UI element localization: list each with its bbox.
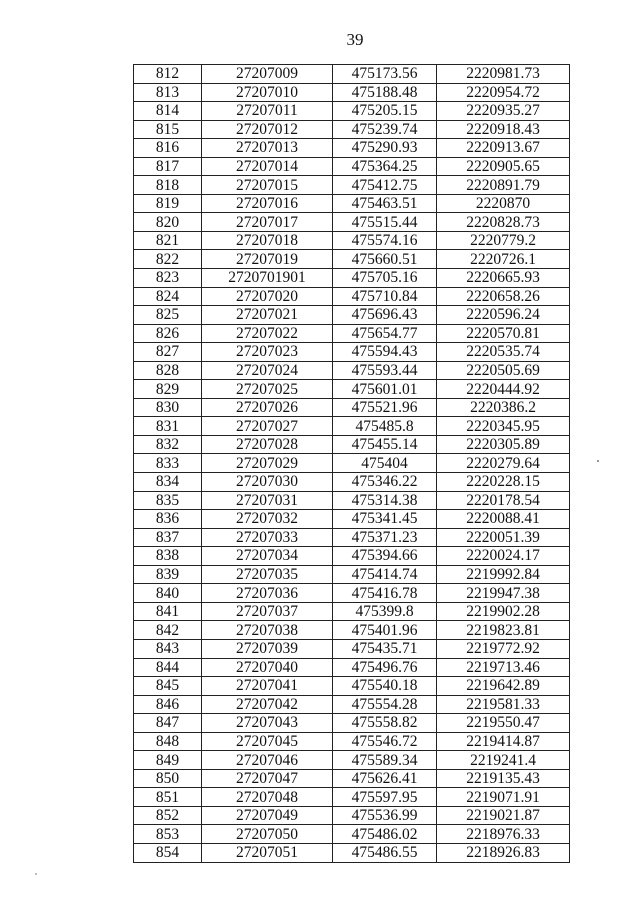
point-code-cell: 27207021: [202, 306, 333, 325]
table-row: [134, 473, 570, 492]
point-code-cell: 27207045: [202, 732, 333, 751]
point-code-cell: 27207016: [202, 194, 333, 213]
point-code-cell: 27207047: [202, 769, 333, 788]
table-row: [134, 658, 570, 677]
x-coordinate-cell: 475589.34: [333, 751, 437, 770]
table-row: [134, 547, 570, 566]
point-number-cell: 854: [134, 843, 202, 862]
x-coordinate-cell: 475290.93: [333, 139, 437, 158]
coordinates-table: [133, 64, 570, 863]
x-coordinate-cell: 475188.48: [333, 83, 437, 102]
y-coordinate-cell: 2219823.81: [437, 621, 570, 640]
y-coordinate-cell: 2220051.39: [437, 528, 570, 547]
table-row: [134, 714, 570, 733]
point-number-cell: 830: [134, 398, 202, 417]
point-code-cell: 27207023: [202, 343, 333, 362]
point-number-cell: 835: [134, 491, 202, 510]
point-code-cell: 27207010: [202, 83, 333, 102]
y-coordinate-cell: 2220305.89: [437, 435, 570, 454]
table-row: [134, 139, 570, 158]
point-number-cell: 846: [134, 695, 202, 714]
y-coordinate-cell: 2220345.95: [437, 417, 570, 436]
table-row: [134, 417, 570, 436]
page-number: 39: [346, 30, 364, 49]
point-number-cell: 827: [134, 343, 202, 362]
point-code-cell: 27207032: [202, 510, 333, 529]
x-coordinate-cell: 475455.14: [333, 435, 437, 454]
table-row: [134, 732, 570, 751]
x-coordinate-cell: 475399.8: [333, 602, 437, 621]
y-coordinate-cell: 2219241.4: [437, 751, 570, 770]
x-coordinate-cell: 475597.95: [333, 788, 437, 807]
x-coordinate-cell: 475593.44: [333, 361, 437, 380]
y-coordinate-cell: 2220178.54: [437, 491, 570, 510]
y-coordinate-cell: 2219713.46: [437, 658, 570, 677]
y-coordinate-cell: 2219772.92: [437, 639, 570, 658]
table-row: [134, 306, 570, 325]
point-number-cell: 829: [134, 380, 202, 399]
y-coordinate-cell: 2220658.26: [437, 287, 570, 306]
x-coordinate-cell: 475314.38: [333, 491, 437, 510]
point-code-cell: 27207011: [202, 102, 333, 121]
x-coordinate-cell: 475346.22: [333, 473, 437, 492]
point-number-cell: 841: [134, 602, 202, 621]
y-coordinate-cell: 2219902.28: [437, 602, 570, 621]
x-coordinate-cell: 475515.44: [333, 213, 437, 232]
point-code-cell: 27207051: [202, 843, 333, 862]
table-row: [134, 343, 570, 362]
point-code-cell: 27207017: [202, 213, 333, 232]
table-row: [134, 491, 570, 510]
table-row: [134, 157, 570, 176]
point-code-cell: 27207040: [202, 658, 333, 677]
point-number-cell: 849: [134, 751, 202, 770]
y-coordinate-cell: 2220596.24: [437, 306, 570, 325]
point-number-cell: 822: [134, 250, 202, 269]
table-row: [134, 250, 570, 269]
y-coordinate-cell: 2220913.67: [437, 139, 570, 158]
point-code-cell: 27207026: [202, 398, 333, 417]
coordinates-table-body: [134, 65, 570, 863]
x-coordinate-cell: 475554.28: [333, 695, 437, 714]
point-code-cell: 27207042: [202, 695, 333, 714]
x-coordinate-cell: 475601.01: [333, 380, 437, 399]
point-code-cell: 27207024: [202, 361, 333, 380]
point-code-cell: 27207018: [202, 231, 333, 250]
x-coordinate-cell: 475660.51: [333, 250, 437, 269]
y-coordinate-cell: 2220505.69: [437, 361, 570, 380]
table-row: [134, 435, 570, 454]
y-coordinate-cell: 2220665.93: [437, 269, 570, 288]
corner-mark: [35, 873, 37, 875]
point-code-cell: 27207027: [202, 417, 333, 436]
table-row: [134, 213, 570, 232]
point-number-cell: 852: [134, 806, 202, 825]
point-number-cell: 828: [134, 361, 202, 380]
point-code-cell: 27207020: [202, 287, 333, 306]
point-number-cell: 826: [134, 324, 202, 343]
point-number-cell: 824: [134, 287, 202, 306]
point-code-cell: 27207025: [202, 380, 333, 399]
y-coordinate-cell: 2219947.38: [437, 584, 570, 603]
y-coordinate-cell: 2220870: [437, 194, 570, 213]
point-code-cell: 27207030: [202, 473, 333, 492]
y-coordinate-cell: 2219642.89: [437, 677, 570, 696]
point-number-cell: 853: [134, 825, 202, 844]
table-row: [134, 398, 570, 417]
point-code-cell: 27207014: [202, 157, 333, 176]
x-coordinate-cell: 475435.71: [333, 639, 437, 658]
y-coordinate-cell: 2220024.17: [437, 547, 570, 566]
point-number-cell: 825: [134, 306, 202, 325]
y-coordinate-cell: 2220891.79: [437, 176, 570, 195]
table-row: [134, 584, 570, 603]
point-number-cell: 845: [134, 677, 202, 696]
table-row: [134, 639, 570, 658]
point-number-cell: 837: [134, 528, 202, 547]
table-row: [134, 677, 570, 696]
y-coordinate-cell: 2219135.43: [437, 769, 570, 788]
point-number-cell: 836: [134, 510, 202, 529]
x-coordinate-cell: 475546.72: [333, 732, 437, 751]
x-coordinate-cell: 475404: [333, 454, 437, 473]
x-coordinate-cell: 475401.96: [333, 621, 437, 640]
x-coordinate-cell: 475412.75: [333, 176, 437, 195]
table-row: [134, 825, 570, 844]
y-coordinate-cell: 2219581.33: [437, 695, 570, 714]
point-code-cell: 27207050: [202, 825, 333, 844]
y-coordinate-cell: 2218926.83: [437, 843, 570, 862]
table-row: [134, 102, 570, 121]
point-number-cell: 838: [134, 547, 202, 566]
point-code-cell: 2720701901: [202, 269, 333, 288]
y-coordinate-cell: 2219992.84: [437, 565, 570, 584]
point-code-cell: 27207049: [202, 806, 333, 825]
point-number-cell: 832: [134, 435, 202, 454]
point-number-cell: 848: [134, 732, 202, 751]
point-number-cell: 816: [134, 139, 202, 158]
point-code-cell: 27207012: [202, 120, 333, 139]
x-coordinate-cell: 475486.55: [333, 843, 437, 862]
table-row: [134, 65, 570, 84]
x-coordinate-cell: 475173.56: [333, 65, 437, 84]
y-coordinate-cell: 2218976.33: [437, 825, 570, 844]
y-coordinate-cell: 2219071.91: [437, 788, 570, 807]
table-row: [134, 454, 570, 473]
x-coordinate-cell: 475696.43: [333, 306, 437, 325]
point-code-cell: 27207028: [202, 435, 333, 454]
table-row: [134, 621, 570, 640]
table-row: [134, 269, 570, 288]
table-row: [134, 120, 570, 139]
point-number-cell: 821: [134, 231, 202, 250]
point-number-cell: 844: [134, 658, 202, 677]
point-number-cell: 812: [134, 65, 202, 84]
y-coordinate-cell: 2220535.74: [437, 343, 570, 362]
point-number-cell: 843: [134, 639, 202, 658]
y-coordinate-cell: 2220981.73: [437, 65, 570, 84]
y-coordinate-cell: 2219414.87: [437, 732, 570, 751]
point-code-cell: 27207033: [202, 528, 333, 547]
point-number-cell: 831: [134, 417, 202, 436]
x-coordinate-cell: 475558.82: [333, 714, 437, 733]
point-number-cell: 840: [134, 584, 202, 603]
x-coordinate-cell: 475574.16: [333, 231, 437, 250]
y-coordinate-cell: 2220779.2: [437, 231, 570, 250]
point-number-cell: 823: [134, 269, 202, 288]
table-row: [134, 528, 570, 547]
point-code-cell: 27207034: [202, 547, 333, 566]
table-row: [134, 83, 570, 102]
x-coordinate-cell: 475496.76: [333, 658, 437, 677]
table-row: [134, 788, 570, 807]
y-coordinate-cell: 2220905.65: [437, 157, 570, 176]
table-row: [134, 324, 570, 343]
point-number-cell: 851: [134, 788, 202, 807]
point-code-cell: 27207043: [202, 714, 333, 733]
table-row: [134, 380, 570, 399]
x-coordinate-cell: 475394.66: [333, 547, 437, 566]
x-coordinate-cell: 475521.96: [333, 398, 437, 417]
x-coordinate-cell: 475486.02: [333, 825, 437, 844]
point-number-cell: 820: [134, 213, 202, 232]
point-code-cell: 27207035: [202, 565, 333, 584]
x-coordinate-cell: 475239.74: [333, 120, 437, 139]
table-row: [134, 231, 570, 250]
table-row: [134, 287, 570, 306]
point-code-cell: 27207029: [202, 454, 333, 473]
point-number-cell: 833: [134, 454, 202, 473]
point-number-cell: 818: [134, 176, 202, 195]
y-coordinate-cell: 2219021.87: [437, 806, 570, 825]
y-coordinate-cell: 2220726.1: [437, 250, 570, 269]
y-coordinate-cell: 2220828.73: [437, 213, 570, 232]
y-coordinate-cell: 2220088.41: [437, 510, 570, 529]
table-row: [134, 510, 570, 529]
y-coordinate-cell: 2220228.15: [437, 473, 570, 492]
point-number-cell: 842: [134, 621, 202, 640]
x-coordinate-cell: 475414.74: [333, 565, 437, 584]
x-coordinate-cell: 475626.41: [333, 769, 437, 788]
point-code-cell: 27207037: [202, 602, 333, 621]
table-row: [134, 361, 570, 380]
y-coordinate-cell: 2220279.64: [437, 454, 570, 473]
x-coordinate-cell: 475485.8: [333, 417, 437, 436]
y-coordinate-cell: 2219550.47: [437, 714, 570, 733]
point-number-cell: 815: [134, 120, 202, 139]
x-coordinate-cell: 475463.51: [333, 194, 437, 213]
point-number-cell: 813: [134, 83, 202, 102]
x-coordinate-cell: 475364.25: [333, 157, 437, 176]
stray-mark: [597, 460, 599, 462]
table-row: [134, 806, 570, 825]
x-coordinate-cell: 475594.43: [333, 343, 437, 362]
point-code-cell: 27207046: [202, 751, 333, 770]
point-code-cell: 27207031: [202, 491, 333, 510]
table-row: [134, 194, 570, 213]
point-code-cell: 27207019: [202, 250, 333, 269]
point-number-cell: 834: [134, 473, 202, 492]
x-coordinate-cell: 475705.16: [333, 269, 437, 288]
point-code-cell: 27207036: [202, 584, 333, 603]
x-coordinate-cell: 475654.77: [333, 324, 437, 343]
point-number-cell: 819: [134, 194, 202, 213]
x-coordinate-cell: 475540.18: [333, 677, 437, 696]
y-coordinate-cell: 2220954.72: [437, 83, 570, 102]
point-number-cell: 847: [134, 714, 202, 733]
y-coordinate-cell: 2220386.2: [437, 398, 570, 417]
x-coordinate-cell: 475341.45: [333, 510, 437, 529]
point-number-cell: 814: [134, 102, 202, 121]
table-row: [134, 695, 570, 714]
point-number-cell: 817: [134, 157, 202, 176]
point-code-cell: 27207009: [202, 65, 333, 84]
table-row: [134, 176, 570, 195]
y-coordinate-cell: 2220918.43: [437, 120, 570, 139]
x-coordinate-cell: 475536.99: [333, 806, 437, 825]
table-row: [134, 602, 570, 621]
point-number-cell: 839: [134, 565, 202, 584]
x-coordinate-cell: 475416.78: [333, 584, 437, 603]
point-code-cell: 27207048: [202, 788, 333, 807]
table-row: [134, 751, 570, 770]
point-code-cell: 27207041: [202, 677, 333, 696]
point-code-cell: 27207015: [202, 176, 333, 195]
table-row: [134, 843, 570, 862]
point-code-cell: 27207039: [202, 639, 333, 658]
point-code-cell: 27207022: [202, 324, 333, 343]
x-coordinate-cell: 475710.84: [333, 287, 437, 306]
y-coordinate-cell: 2220935.27: [437, 102, 570, 121]
x-coordinate-cell: 475371.23: [333, 528, 437, 547]
table-row: [134, 769, 570, 788]
x-coordinate-cell: 475205.15: [333, 102, 437, 121]
y-coordinate-cell: 2220444.92: [437, 380, 570, 399]
table-row: [134, 565, 570, 584]
point-number-cell: 850: [134, 769, 202, 788]
point-code-cell: 27207013: [202, 139, 333, 158]
point-code-cell: 27207038: [202, 621, 333, 640]
y-coordinate-cell: 2220570.81: [437, 324, 570, 343]
